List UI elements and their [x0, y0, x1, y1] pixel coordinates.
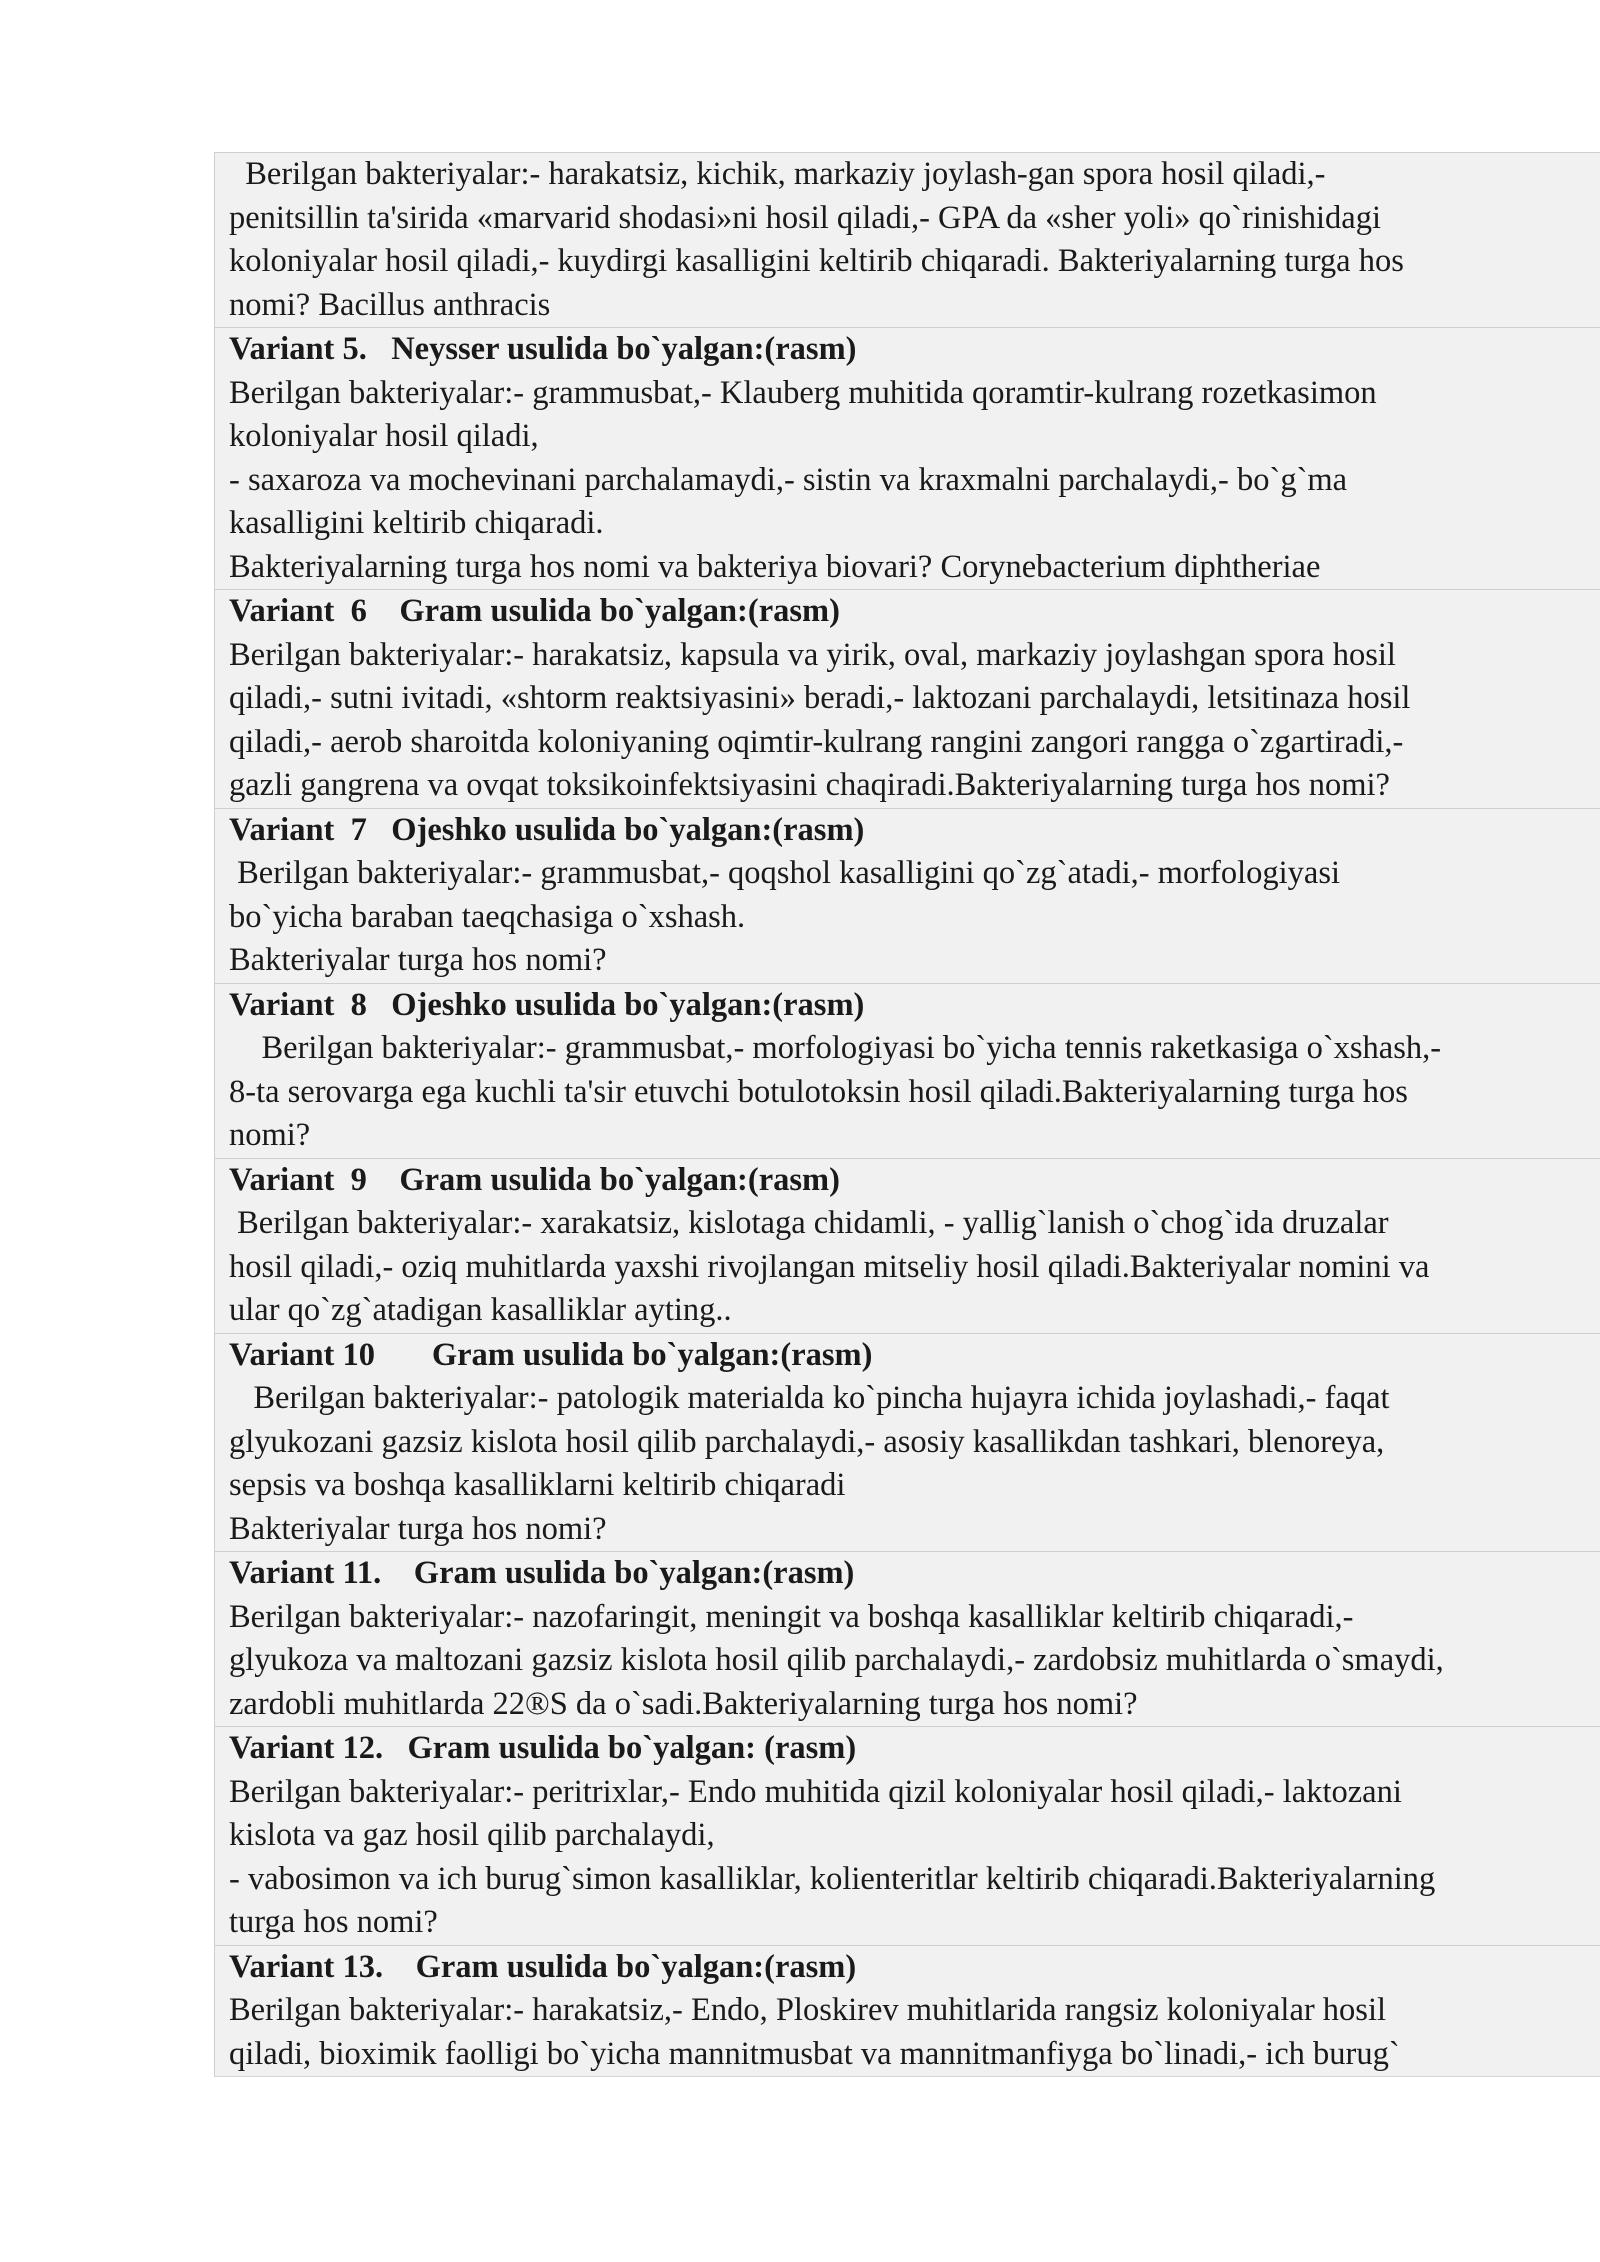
text-line: Berilgan bakteriyalar:- peritrixlar,- Endo muhitida qizil koloniyalar hosil qiladi,- laktozani [229, 1773, 1402, 1810]
table-cell [215, 1159, 1600, 1334]
text-line: qiladi, bioximik faolligi bo`yicha mannitmusbat va mannitmanfiyga bo`linadi,- ich burug` [229, 2035, 1400, 2072]
text-line: kislota va gaz hosil qilib parchalaydi, [229, 1817, 715, 1853]
text-line: Bakteriyalar turga hos nomi? [229, 1510, 607, 1547]
table-cell [215, 1946, 1600, 2078]
text-line: Berilgan bakteriyalar:- patologik materialda ko`pincha hujayra ichida joylashadi,- faqat [229, 1380, 1390, 1416]
text-line: Berilgan bakteriyalar:- harakatsiz, kichik, markaziy joylash-gan spora hosil qiladi,- [229, 156, 1326, 192]
text-line: kasalligini keltirib chiqaradi. [229, 505, 604, 541]
text-line: Berilgan bakteriyalar:- grammusbat,- morfologiyasi bo`yicha tennis raketkasiga o`xshash,- [229, 1030, 1442, 1066]
table-cell [215, 153, 1600, 328]
text-line: gazli gangrena va ovqat toksikoinfektsiyasini chaqiradi.Bakteriyalarning turga hos nomi? [229, 767, 1390, 803]
text-line: - saxaroza va mochevinani parchalamaydi,- sistin va kraxmalni parchalaydi,- bo`g`ma [229, 461, 1348, 498]
document-table [214, 152, 1600, 2077]
variant-heading: Variant 12. Gram usulida bo`yalgan: (rasm) [229, 1730, 857, 1766]
text-line: nomi? [229, 1117, 311, 1153]
table-cell [215, 1727, 1600, 1946]
table-cell [215, 1334, 1600, 1553]
text-line: Bakteriyalar turga hos nomi? [229, 942, 607, 978]
variant-heading: Variant 6 Gram usulida bo`yalgan:(rasm) [229, 593, 840, 629]
variant-heading: Variant 8 Ojeshko usulida bo`yalgan:(rasm) [229, 986, 865, 1023]
text-line: penitsillin ta'sirida «marvarid shodasi»ni hosil qiladi,- GPA da «sher yoli» qo`rinishidagi [229, 199, 1381, 236]
table-cell [215, 984, 1600, 1159]
text-line: zardobli muhitlarda 22®S da o`sadi.Bakteriyalarning turga hos nomi? [229, 1685, 1138, 1722]
table-cell [215, 809, 1600, 984]
text-line: glyukozani gazsiz kislota hosil qilib parchalaydi,- asosiy kasallikdan tashkari, blenoreya, [229, 1423, 1385, 1460]
variant-heading: Variant 10 Gram usulida bo`yalgan:(rasm) [229, 1336, 873, 1373]
text-line: glyukoza va maltozani gazsiz kislota hosil qilib parchalaydi,- zardobsiz muhitlarda o`smaydi, [229, 1642, 1444, 1678]
table-cell [215, 1552, 1600, 1727]
text-line: ular qo`zg`atadigan kasalliklar ayting.. [229, 1292, 732, 1328]
text-line: koloniyalar hosil qiladi, [229, 418, 539, 454]
text-line: Berilgan bakteriyalar:- nazofaringit, meningit va boshqa kasalliklar keltirib chiqaradi,- [229, 1598, 1354, 1635]
variant-heading: Variant 13. Gram usulida bo`yalgan:(rasm) [229, 1948, 857, 1985]
text-line: hosil qiladi,- oziq muhitlarda yaxshi rivojlangan mitseliy hosil qiladi.Bakteriyalar nomini va [229, 1248, 1430, 1285]
text-line: Berilgan bakteriyalar:- grammusbat,- qoqshol kasalligini qo`zg`atadi,- morfologiyasi [229, 855, 1341, 891]
text-line: turga hos nomi? [229, 1904, 438, 1940]
variant-heading: Variant 5. Neysser usulida bo`yalgan:(rasm) [229, 331, 857, 367]
text-line: sepsis va boshqa kasalliklarni keltirib chiqaradi [229, 1467, 846, 1503]
text-line: koloniyalar hosil qiladi,- kuydirgi kasalligini keltirib chiqaradi. Bakteriyalarning turga hos [229, 243, 1404, 279]
table-cell [215, 328, 1600, 590]
text-line: nomi? Bacillus anthracis [229, 286, 551, 323]
text-line: Berilgan bakteriyalar:- xarakatsiz, kislotaga chidamli, - yallig`lanish o`chog`ida druzalar [229, 1205, 1389, 1241]
text-line: qiladi,- aerob sharoitda koloniyaning oqimtir-kulrang rangini zangori rangga o`zgartiradi,- [229, 723, 1404, 760]
variant-heading: Variant 11. Gram usulida bo`yalgan:(rasm) [229, 1555, 855, 1591]
text-line: - vabosimon va ich burug`simon kasalliklar, kolienteritlar keltirib chiqaradi.Bakteriyalarning [229, 1860, 1436, 1897]
text-line: bo`yicha baraban taeqchasiga o`xshash. [229, 898, 746, 935]
text-line: Berilgan bakteriyalar:- harakatsiz, kapsula va yirik, oval, markaziy joylashgan spora hosil [229, 636, 1396, 673]
text-line: qiladi,- sutni ivitadi, «shtorm reaktsiyasini» beradi,- laktozani parchalaydi, letsitinaza hosil [229, 680, 1411, 716]
table-cell [215, 590, 1600, 809]
variant-heading: Variant 9 Gram usulida bo`yalgan:(rasm) [229, 1161, 840, 1198]
text-line: Bakteriyalarning turga hos nomi va bakteriya biovari? Corynebacterium diphtheriae [229, 548, 1321, 585]
text-line: Berilgan bakteriyalar:- grammusbat,- Klauberg muhitida qoramtir-kulrang rozetkasimon [229, 374, 1377, 411]
text-line: Berilgan bakteriyalar:- harakatsiz,- Endo, Ploskirev muhitlarida rangsiz koloniyalar hosil [229, 1992, 1387, 2028]
text-line: 8-ta serovarga ega kuchli ta'sir etuvchi botulotoksin hosil qiladi.Bakteriyalarning turga hos [229, 1073, 1408, 1110]
variant-heading: Variant 7 Ojeshko usulida bo`yalgan:(rasm) [229, 811, 865, 848]
